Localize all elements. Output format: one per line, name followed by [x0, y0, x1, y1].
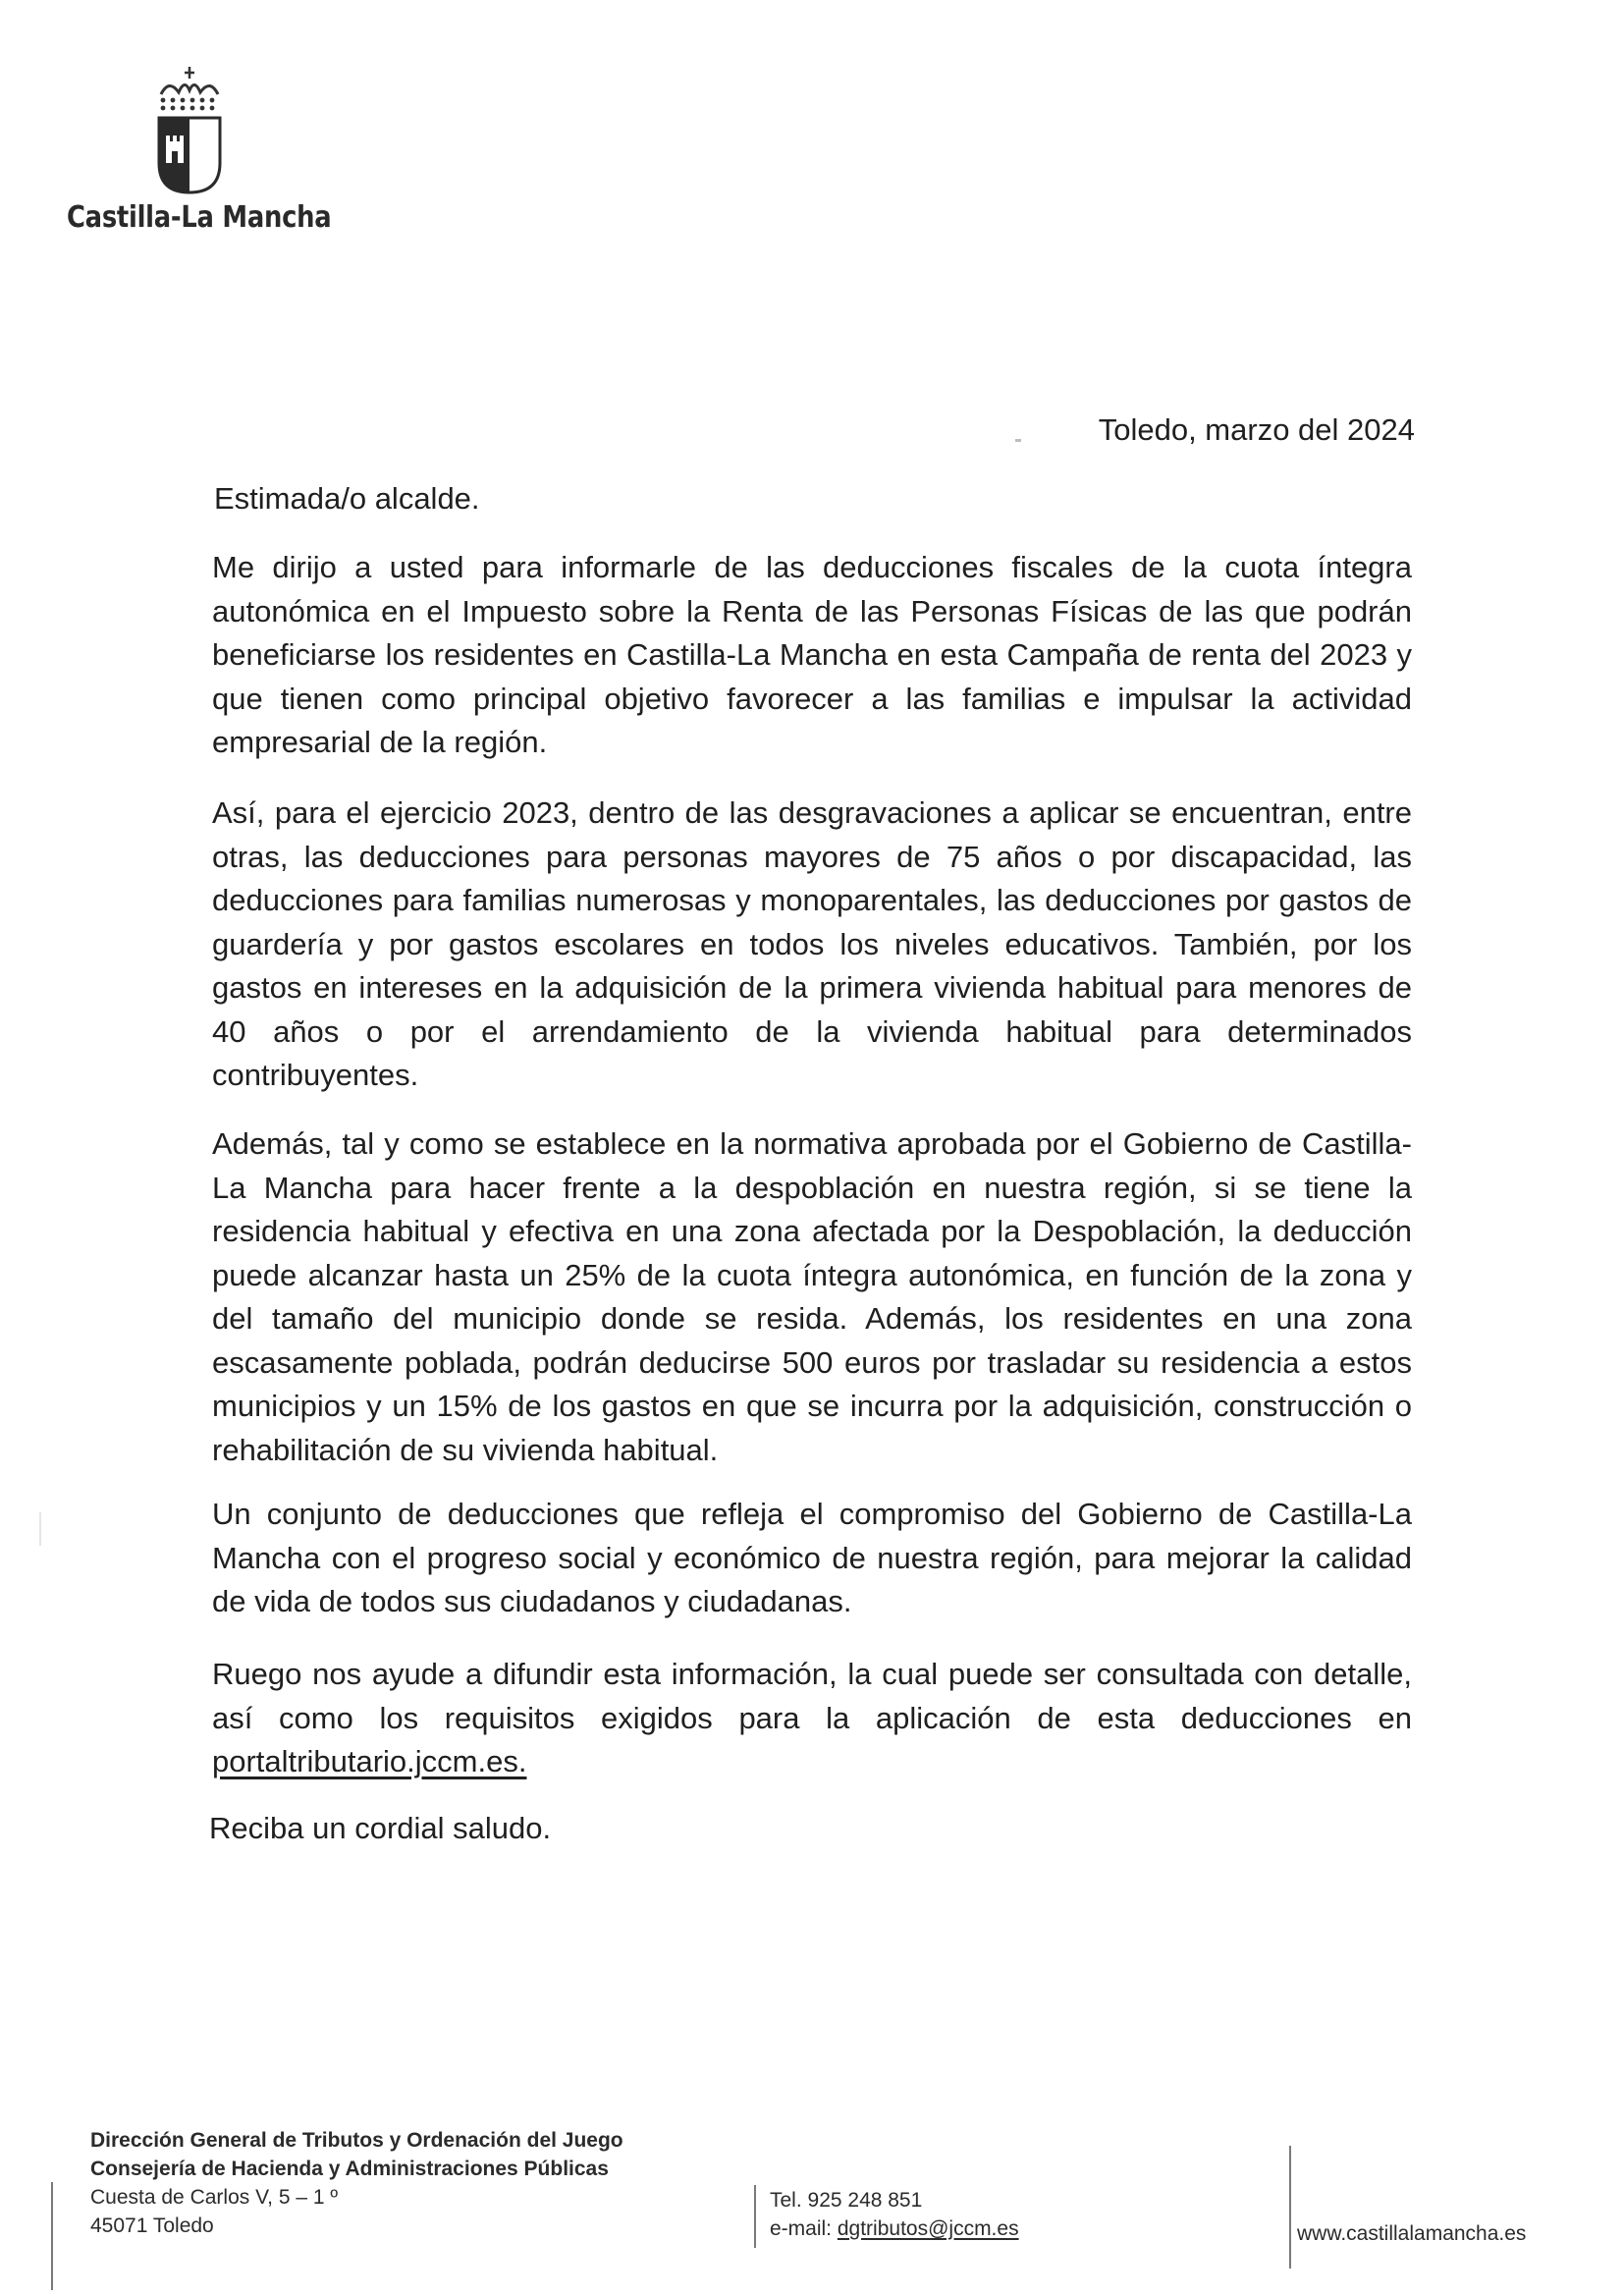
footer-email-link[interactable]: dgtributos@jccm.es [837, 2217, 1019, 2240]
footer-email-line [770, 2214, 1019, 2243]
paragraph-commitment: Un conjunto de deducciones que refleja el compromiso del Gobierno de Castilla-La Mancha con el progreso social y económico de nuestra región, para mejorar la calidad de vida de todos sus ciudadanos y ciudadanas. [212, 1497, 1412, 1618]
footer-divider-middle [754, 2185, 756, 2248]
portal-tributario-link[interactable]: portaltributario.jccm.es. [212, 1744, 527, 1778]
paragraph-intro: Me dirijo a usted para informarle de las deducciones fiscales de la cuota íntegra autonómica en el Impuesto sobre la Renta de las Personas Físicas de las que podrán beneficiarse los residentes en Castilla-La Mancha en esta Campaña de renta del 2023 y que tienen como principal objetivo favorecer a las familias e impulsar la actividad empresarial de la región. [212, 550, 1412, 759]
logo-text: Castilla-La Mancha [67, 200, 332, 235]
footer-phone: Tel. 925 248 851 [770, 2189, 923, 2212]
closing: Reciba un cordial saludo. [209, 1811, 552, 1845]
paragraph-depopulation: Además, tal y como se establece en la normativa aprobada por el Gobierno de Castilla-La Mancha para hacer frente a la despoblación en nuestra región, si se tiene la residencia habitual y efectiva en una zona afectada por la Despoblación, la deducción puede alcanzar hasta un 25% de la cuota íntegra autonómica, en función de la zona y del tamaño del municipio donde se resida. Además, los residentes en una zona escasamente poblada, podrán deducirse 500 euros por trasladar su residencia a estos municipios y un 15% de los gastos en que se incurra por la adquisición, construcción o rehabilitación de su vivienda habitual. [212, 1126, 1412, 1467]
salutation: Estimada/o alcalde. [214, 481, 480, 516]
scan-mark [1015, 439, 1021, 442]
footer-email-label: e-mail: [770, 2217, 833, 2240]
footer-divider-left [51, 2182, 53, 2290]
footer-website[interactable]: www.castillalamancha.es [1297, 2222, 1527, 2245]
paragraph-request [212, 1653, 1412, 1784]
footer-city: 45071 Toledo [90, 2214, 214, 2237]
castilla-la-mancha-emblem-icon [155, 65, 224, 196]
footer-address [90, 2126, 623, 2240]
footer-contact [770, 2186, 1019, 2243]
paragraph-deductions-list: Así, para el ejercicio 2023, dentro de las desgravaciones a aplicar se encuentran, entre otras, las deducciones para personas mayores de 75 años o por discapacidad, las deducciones para familias numerosas y monoparentales, las deducciones por gastos de guardería y por gastos escolares en todos los niveles educativos. También, por los gastos en intereses en la adquisición de la primera vivienda habitual para menores de 40 años o por el arrendamiento de la vivienda habitual para determinados contribuyentes. [212, 795, 1412, 1092]
letter-date: Toledo, marzo del 2024 [1098, 412, 1415, 447]
footer-street: Cuesta de Carlos V, 5 – 1 º [90, 2186, 339, 2209]
footer-divider-right [1289, 2146, 1291, 2269]
paragraph-request-text: Ruego nos ayude a difundir esta información, la cual puede ser consultada con detalle, así como los requisitos exigidos para la aplicación de esta deducciones en [212, 1657, 1412, 1735]
footer-ministry: Consejería de Hacienda y Administraciones Públicas [90, 2158, 609, 2180]
footer-department: Dirección General de Tributos y Ordenación del Juego [90, 2129, 623, 2152]
scan-edge-mark [39, 1512, 41, 1546]
